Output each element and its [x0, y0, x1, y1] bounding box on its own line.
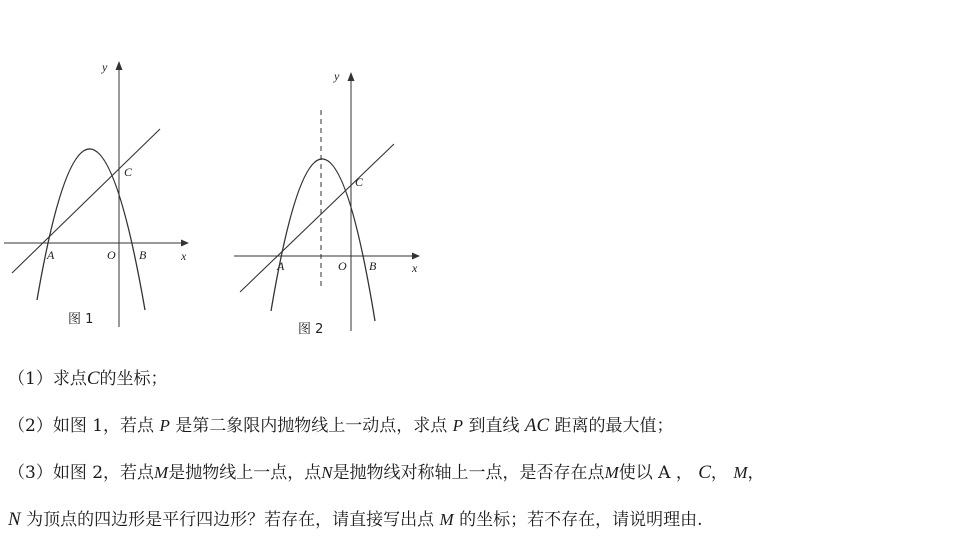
x-axis-arrow-icon [181, 240, 189, 247]
q3-sep1: ， [710, 463, 728, 483]
q1-var-c: C [86, 368, 100, 389]
q3-mid3: 使以 A ， [618, 463, 693, 483]
y-axis-label: y [102, 60, 108, 74]
point-o-label: O [107, 248, 116, 262]
line-ac [12, 129, 160, 273]
question-3-continued [8, 509, 702, 531]
point-c-label: C [355, 175, 364, 189]
q2-suffix: 距离的最大值； [554, 416, 674, 436]
q3b-var-m: M [439, 510, 454, 529]
q3-sep2: ， [747, 463, 765, 483]
q3b-var-n: N [8, 509, 21, 530]
q2-var-ac: AC [524, 415, 550, 436]
q2-mid1: 是第二象限内抛物线上一动点，求点 [175, 416, 448, 436]
q3b-suffix: 的坐标；若不存在，请说明理由. [459, 510, 703, 530]
q2-var-p: P [159, 416, 170, 435]
point-a-label: A [47, 248, 55, 262]
q3-var-m3: M [733, 463, 748, 482]
x-axis-label: x [181, 249, 187, 263]
q2-mid2: 到直线 [468, 416, 520, 436]
x-axis-arrow-icon [412, 253, 420, 260]
figure-1-caption: 图 1 [68, 312, 94, 327]
q2-prefix: （2）如图 1，若点 [8, 416, 155, 436]
point-a-label: A [277, 259, 285, 273]
x-axis-label: x [412, 261, 418, 275]
question-3 [8, 462, 765, 484]
y-axis-arrow-icon [348, 72, 355, 81]
point-b-label: B [139, 248, 147, 262]
question-2 [8, 415, 674, 437]
point-c-label: C [124, 165, 133, 179]
q3-mid2: 是抛物线对称轴上一点，是否存在点 [332, 463, 605, 483]
q3-prefix: （3）如图 2，若点 [8, 463, 155, 483]
point-o-label: O [338, 259, 347, 273]
point-b-label: B [369, 259, 377, 273]
y-axis-label: y [334, 69, 340, 83]
q3-var-c: C [698, 462, 711, 483]
q3-var-m: M [154, 463, 169, 482]
q3-var-n: N [321, 463, 333, 482]
q3-var-m2: M [604, 463, 619, 482]
figure-2 [228, 66, 428, 346]
y-axis-arrow-icon [116, 61, 123, 70]
q3-mid1: 是抛物线上一点，点 [168, 463, 322, 483]
question-1 [8, 368, 168, 390]
q1-suffix: 的坐标； [99, 369, 168, 389]
q1-prefix: （1）求点 [8, 369, 87, 389]
q2-var-p2: P [452, 416, 464, 435]
figure-2-caption: 图 2 [298, 322, 324, 337]
q3b-text: 为顶点的四边形是平行四边形？若存在，请直接写出点 [26, 510, 435, 530]
figure-1 [0, 55, 200, 340]
